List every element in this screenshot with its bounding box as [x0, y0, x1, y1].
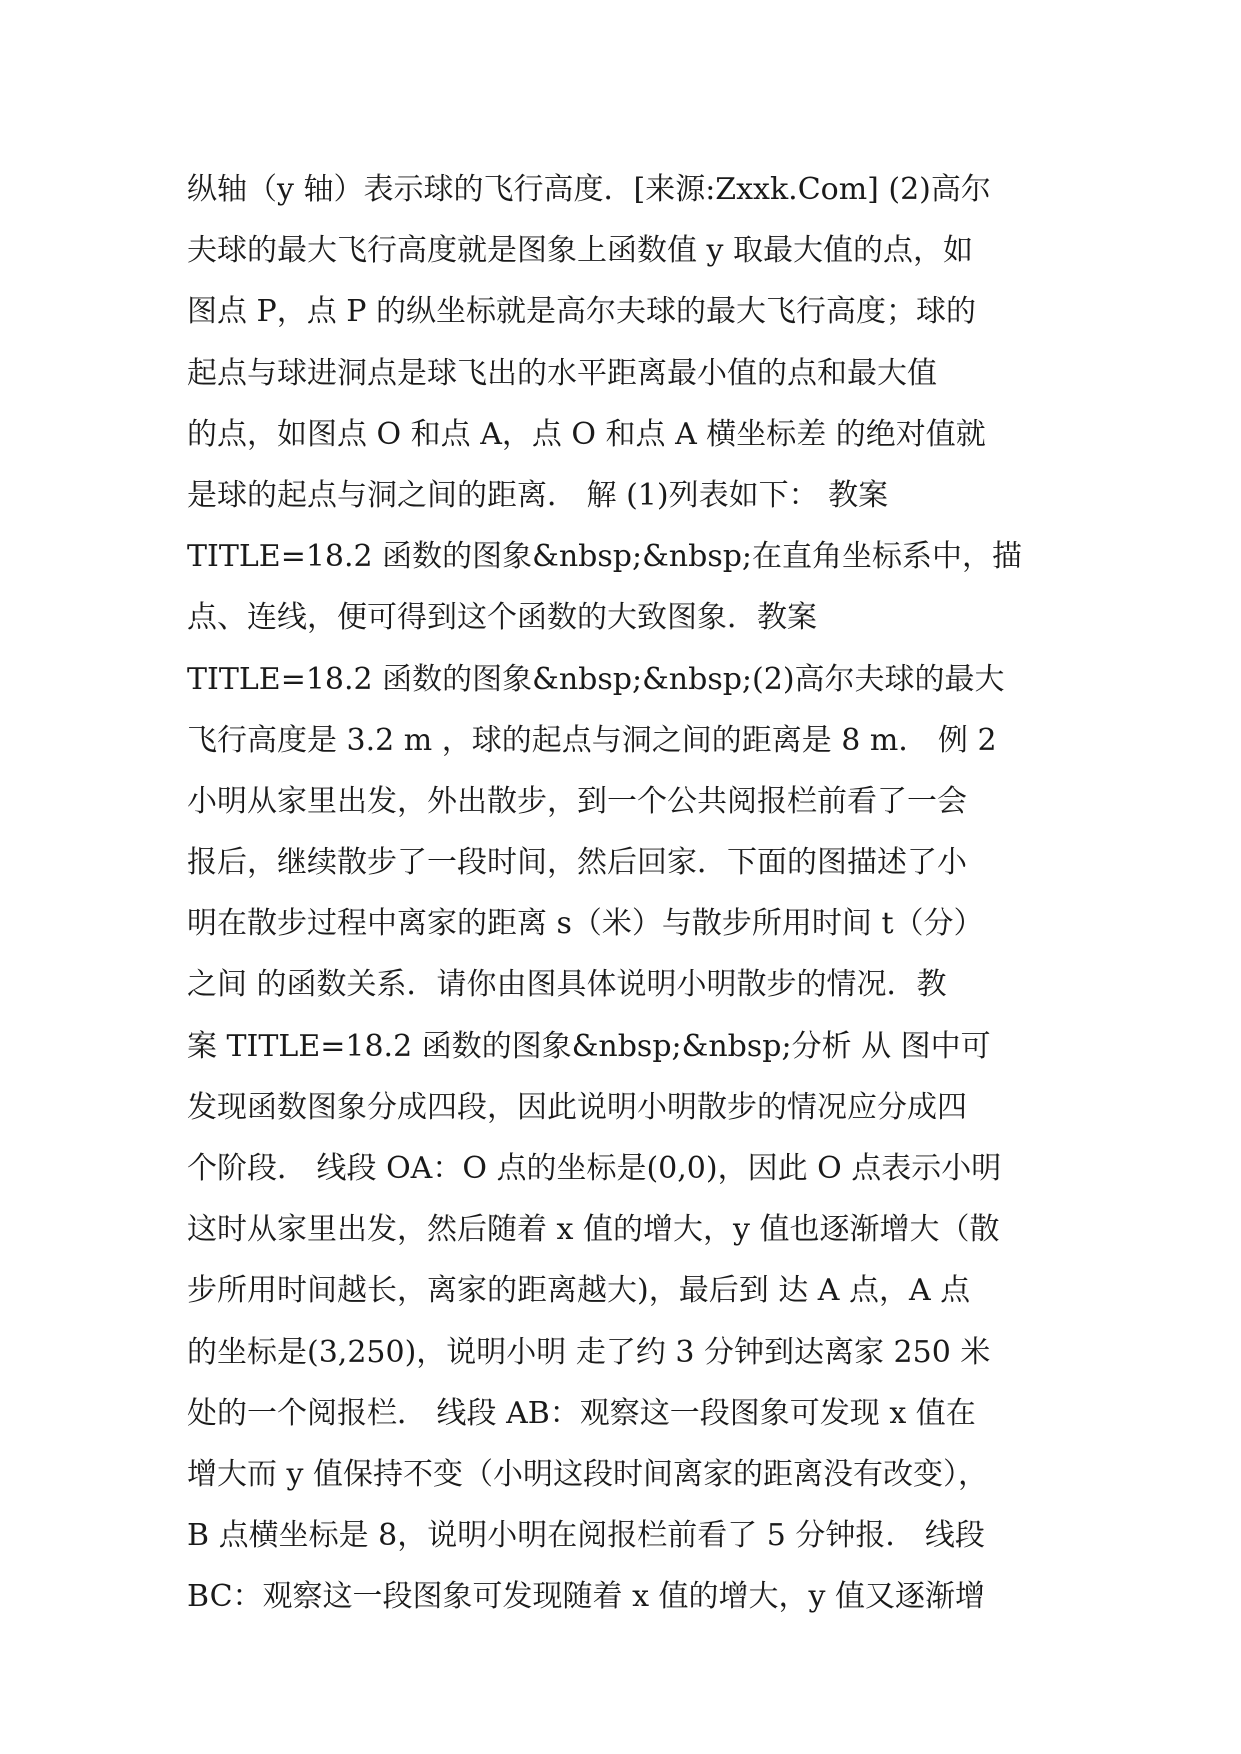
text-line-5: 的点，如图点 O 和点 A，点 O 和点 A 横坐标差 的绝对值就: [187, 416, 986, 452]
text-line-10: 飞行高度是 3.2 m ，球的起点与洞之间的距离是 8 m． 例 2: [187, 722, 997, 758]
text-line-16: 发现函数图象分成四段，因此说明小明散步的情况应分成四: [187, 1089, 967, 1125]
text-line-14: 之间 的函数关系．请你由图具体说明小明散步的情况．教: [187, 967, 947, 1003]
text-line-6: 是球的起点与洞之间的距离． 解 (1)列表如下： 教案: [187, 477, 889, 513]
text-line-3: 图点 P，点 P 的纵坐标就是高尔夫球的最大飞行高度；球的: [187, 294, 976, 330]
text-line-9: TITLE=18.2 函数的图象&nbsp;&nbsp;(2)高尔夫球的最大: [187, 661, 1005, 697]
text-line-21: 处的一个阅报栏． 线段 AB：观察这一段图象可发现 x 值在: [187, 1395, 976, 1431]
text-line-20: 的坐标是(3,250)，说明小明 走了约 3 分钟到达离家 250 米: [187, 1334, 991, 1370]
text-line-8: 点、连线，便可得到这个函数的大致图象．教案: [187, 600, 817, 636]
text-line-19: 步所用时间越长，离家的距离越大)，最后到 达 A 点，A 点: [187, 1273, 971, 1309]
text-line-18: 这时从家里出发，然后随着 x 值的增大，y 值也逐渐增大（散: [187, 1212, 1000, 1248]
text-line-1: 纵轴（y 轴）表示球的飞行高度．[来源:Zxxk.Com] (2)高尔: [187, 172, 991, 207]
text-line-12: 报后，继续散步了一段时间，然后回家．下面的图描述了小: [187, 845, 967, 881]
text-line-11: 小明从家里出发，外出散步，到一个公共阅报栏前看了一会: [187, 783, 967, 819]
text-line-7: TITLE=18.2 函数的图象&nbsp;&nbsp;在直角坐标系中，描: [187, 539, 1023, 575]
text-line-24: BC：观察这一段图象可发现随着 x 值的增大，y 值又逐渐增: [187, 1579, 986, 1615]
body-text: [187, 159, 1051, 1628]
text-line-17: 个阶段． 线段 OA：O 点的坐标是(0,0)，因此 O 点表示小明: [187, 1151, 1002, 1186]
text-line-15: 案 TITLE=18.2 函数的图象&nbsp;&nbsp;分析 从 图中可: [187, 1028, 991, 1064]
text-line-23: B 点横坐标是 8，说明小明在阅报栏前看了 5 分钟报． 线段: [187, 1518, 985, 1554]
text-line-2: 夫球的最大飞行高度就是图象上函数值 y 取最大值的点，如: [187, 233, 974, 269]
text-line-13: 明在散步过程中离家的距离 s（米）与散步所用时间 t（分）: [187, 906, 984, 942]
text-line-4: 起点与球进洞点是球飞出的水平距离最小值的点和最大值: [187, 355, 937, 391]
text-line-22: 增大而 y 值保持不变（小明这段时间离家的距离没有改变），: [187, 1456, 989, 1492]
